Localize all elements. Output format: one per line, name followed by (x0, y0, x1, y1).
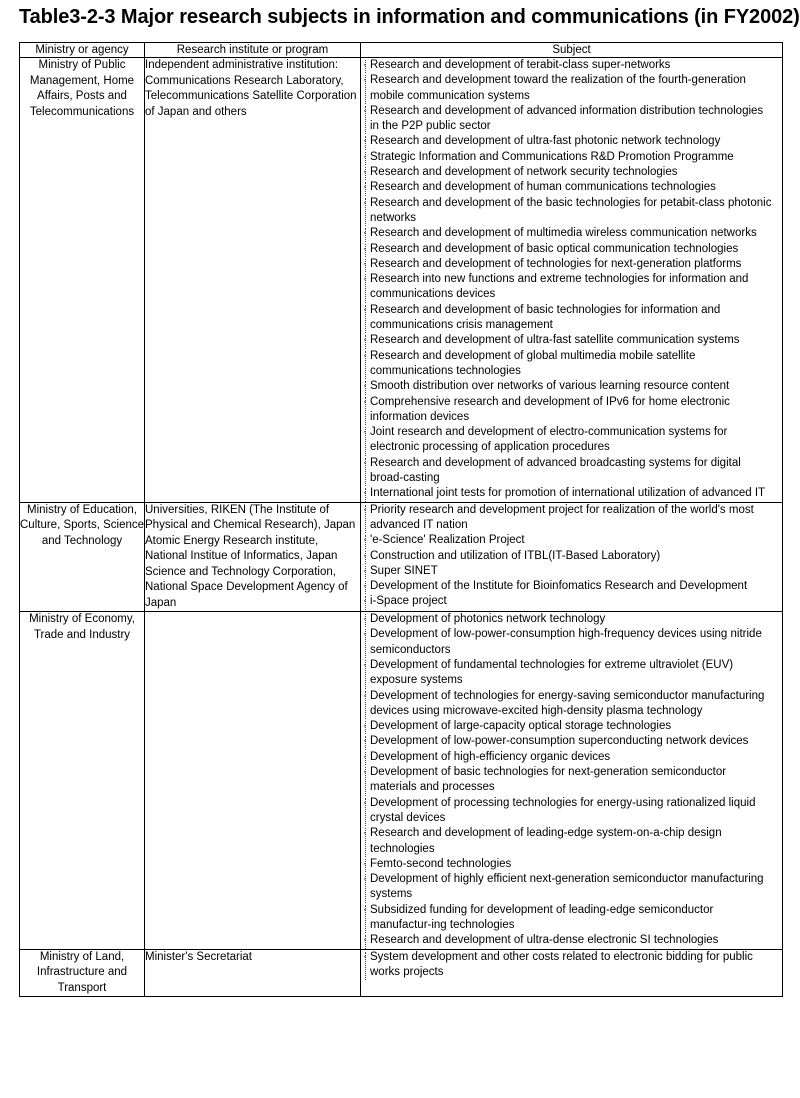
table-row (20, 612, 783, 950)
subject-item: · Research and development of ultra-dense electronic SI technologies (361, 933, 779, 948)
subject-item: · Research and development of basic optical communication technologies (361, 242, 779, 257)
institute-cell: Minister's Secretariat (145, 949, 361, 997)
subject-item: · Development of the Institute for Bioinfomatics Research and Development (361, 579, 779, 594)
subject-item: · Research and development of ultra-fast satellite communication systems (361, 333, 779, 348)
subject-item: · Development of highly efficient next-generation semiconductor manufacturing systems (361, 872, 779, 903)
subject-item: · Strategic Information and Communications R&D Promotion Programme (361, 150, 779, 165)
subject-list (361, 950, 782, 981)
subject-item: · International joint tests for promotion of international utilization of advanced IT (361, 486, 779, 501)
subject-item: · Research and development of ultra-fast photonic network technology (361, 134, 779, 149)
subject-item: · Development of photonics network technology (361, 612, 779, 627)
subject-item: · Research and development of advanced information distribution technologies in the P2P public sector (361, 104, 779, 135)
subject-cell (361, 612, 783, 950)
subject-item: · Research and development toward the realization of the fourth-generation mobile communication systems (361, 73, 779, 104)
subject-item: · Priority research and development project for realization of the world's most advanced IT nation (361, 503, 779, 534)
subject-item: · Research and development of leading-edge system-on-a-chip design technologies (361, 826, 779, 857)
ministry-cell: Ministry of Economy, Trade and Industry (20, 612, 145, 950)
subject-item: · Joint research and development of electro-communication systems for electronic processing of application procedures (361, 425, 779, 456)
subject-cell (361, 502, 783, 612)
subject-item: · Research and development of technologies for next-generation platforms (361, 257, 779, 272)
subject-item: · Smooth distribution over networks of various learning resource content (361, 379, 779, 394)
subject-list (361, 58, 782, 502)
header-ministry: Ministry or agency (20, 43, 145, 58)
subject-item: · Development of technologies for energy-saving semiconductor manufacturing devices using microwave-excited high-density plasma technology (361, 689, 779, 720)
subject-item: · Subsidized funding for development of leading-edge semiconductor manufactur-ing technologies (361, 903, 779, 934)
table-body (20, 58, 783, 997)
institute-cell (145, 612, 361, 950)
research-subjects-table (19, 42, 783, 997)
header-row (20, 43, 783, 58)
subject-item: · Femto-second technologies (361, 857, 779, 872)
subject-item: · Development of fundamental technologies for extreme ultraviolet (EUV) exposure systems (361, 658, 779, 689)
ministry-cell: Ministry of Land, Infrastructure and Transport (20, 949, 145, 997)
subject-item: · Development of high-efficiency organic devices (361, 750, 779, 765)
subject-item: · Research into new functions and extreme technologies for information and communications devices (361, 272, 779, 303)
subject-item: · Research and development of the basic technologies for petabit-class photonic networks (361, 196, 779, 227)
table-row (20, 58, 783, 503)
subject-item: · Development of basic technologies for next-generation semiconductor materials and processes (361, 765, 779, 796)
subject-item: · System development and other costs related to electronic bidding for public works projects (361, 950, 779, 981)
subject-list (361, 612, 782, 949)
header-institute: Research institute or program (145, 43, 361, 58)
subject-item: · i-Space project (361, 594, 779, 609)
header-subject: Subject (361, 43, 783, 58)
subject-item: · Research and development of advanced broadcasting systems for digital broad-casting (361, 456, 779, 487)
subject-item: · Development of low-power-consumption superconducting network devices (361, 734, 779, 749)
subject-item: · Research and development of basic technologies for information and communications crisis management (361, 303, 779, 334)
ministry-cell: Ministry of Public Management, Home Affairs, Posts and Telecommunications (20, 58, 145, 503)
subject-item: · Comprehensive research and development of IPv6 for home electronic information devices (361, 395, 779, 426)
institute-cell: Independent administrative institution: Communications Research Laboratory, Telecommunications Satellite Corporation of Japan and others (145, 58, 361, 503)
subject-item: · Development of low-power-consumption high-frequency devices using nitride semiconductors (361, 627, 779, 658)
subject-item: · Research and development of global multimedia mobile satellite communications technologies (361, 349, 779, 380)
subject-list (361, 503, 782, 610)
subject-item: · Construction and utilization of ITBL(IT-Based Laboratory) (361, 549, 779, 564)
subject-item: · Super SINET (361, 564, 779, 579)
table-row (20, 949, 783, 997)
table-row (20, 502, 783, 612)
subject-item: · Development of large-capacity optical storage technologies (361, 719, 779, 734)
subject-cell (361, 949, 783, 997)
subject-item: · Research and development of network security technologies (361, 165, 779, 180)
institute-cell: Universities, RIKEN (The Institute of Physical and Chemical Research), Japan Atomic Energy Research institute, National Institue of Informatics, Japan Science and Technology Corporation, National Space Development Agency of Japan (145, 502, 361, 612)
subject-item: · Development of processing technologies for energy-using rationalized liquid crystal devices (361, 796, 779, 827)
ministry-cell: Ministry of Education, Culture, Sports, Science and Technology (20, 502, 145, 612)
subject-item: · Research and development of multimedia wireless communication networks (361, 226, 779, 241)
subject-cell (361, 58, 783, 503)
table-title: Table3-2-3 Major research subjects in information and communications (in FY2002) (19, 6, 800, 28)
subject-item: · 'e-Science' Realization Project (361, 533, 779, 548)
subject-item: · Research and development of human communications technologies (361, 180, 779, 195)
subject-item: · Research and development of terabit-class super-networks (361, 58, 779, 73)
